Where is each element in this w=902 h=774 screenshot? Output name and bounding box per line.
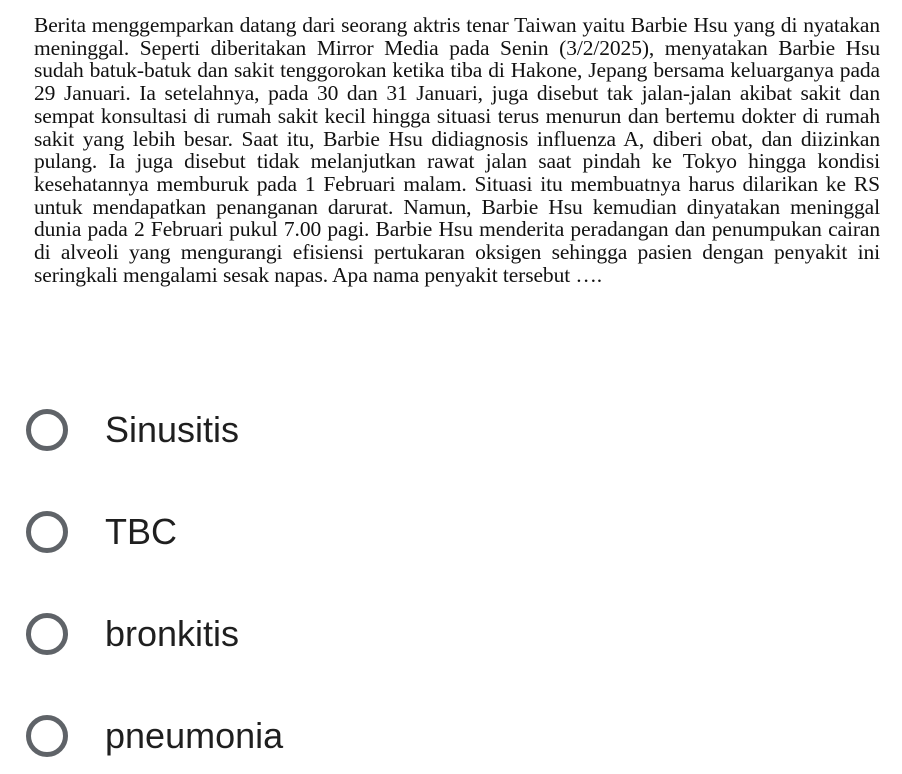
radio-button-icon[interactable] [26,409,68,451]
option-label: pneumonia [105,715,284,756]
option-label: TBC [105,511,177,552]
option-label: bronkitis [105,613,240,654]
question-text: Berita menggemparkan datang dari seorang aktris tenar Taiwan yaitu Barbie Hsu yang di nyatakan meninggal. Seperti diberitakan Mirror Media pada Senin (3/2/2025), menyatakan Barbie Hsu sudah batuk-batuk dan sakit tenggorokan ketika tiba di Hakone, Jepang bersama keluarganya pada 29 Januari. Ia setelahnya, pada 30 dan 31 Januari, juga disebut tak jalan-jalan akibat sakit dan sempat konsultasi di rumah sakit kecil hingga situasi terus menurun dan bertemu dokter di rumah sakit yang lebih besar. Saat itu, Barbie Hsu didiagnosis influenza A, diberi obat, dan diizinkan pulang. Ia juga disebut tidak melanjutkan rawat jalan saat pindah ke Tokyo hingga kondisi kesehatannya memburuk pada 1 Februari malam. Situasi itu membuatnya harus dilarikan ke RS untuk mendapatkan penanganan darurat. Namun, Barbie Hsu kemudian dinyatakan meninggal dunia pada 2 Februari pukul 7.00 pagi. Barbie Hsu menderita peradangan dan penumpukan cairan di alveoli yang mengurangi efisiensi pertukaran oksigen sehingga pasien dengan penyakit ini seringkali mengalami sesak napas. Apa nama penyakit tersebut …. [34,13,880,287]
radio-button-icon[interactable] [26,511,68,553]
radio-button-icon[interactable] [26,613,68,655]
option-sinusitis[interactable] [26,392,626,468]
option-label: Sinusitis [105,409,240,450]
radio-button-icon[interactable] [26,715,68,757]
option-bronkitis[interactable] [26,596,626,672]
option-tbc[interactable] [26,494,626,570]
option-pneumonia[interactable] [26,698,626,774]
